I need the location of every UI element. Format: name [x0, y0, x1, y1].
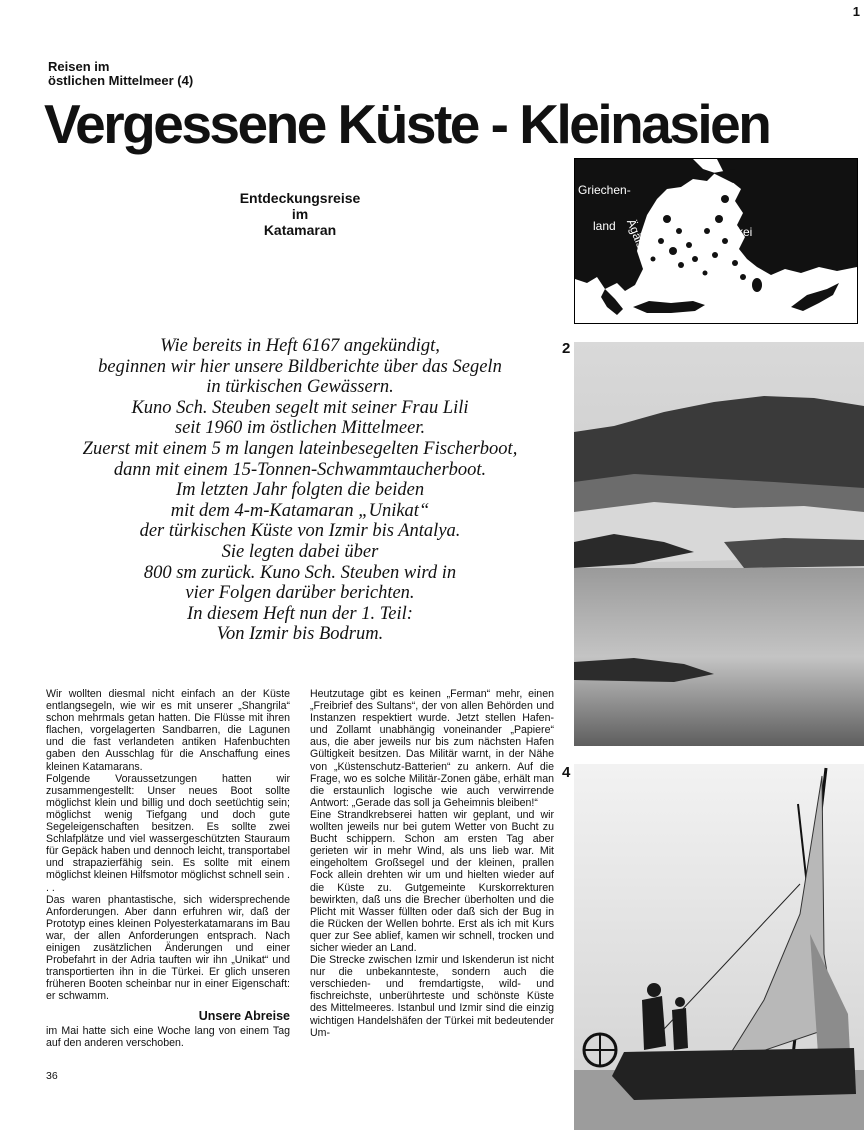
body-paragraph: Wir wollten diesmal nicht einfach an der Küste entlangsegeln, wie wir es mit unserer „Shangrila“ schon mehrmals getan hatten. Die Flüsse mit ihren flachen, vorgelagerten Sandbarren, die Lagunen und die fast verlandeten antiken Hafenbuchten gaben den Ausschlag für die Anschaffung eines kleinen Katamarans.	[46, 688, 290, 773]
intro-line: 800 sm zurück. Kuno Sch. Steuben wird in	[143, 562, 457, 583]
text-column-1	[46, 688, 290, 1049]
intro-line: beginnen wir hier unsere Bildberichte über das Segeln	[98, 356, 502, 377]
page-number-bottom: 36	[46, 1070, 58, 1082]
page-number-top: 1	[852, 4, 860, 19]
intro-line: Zuerst mit einem 5 m langen lateinbesegelten Fischerboot,	[82, 438, 518, 459]
subtitle-line-2: im	[291, 206, 309, 222]
article-subtitle	[180, 190, 420, 238]
article-headline: Vergessene Küste - Kleinasien	[44, 93, 770, 155]
subtitle-line-1: Entdeckungsreise	[239, 190, 361, 206]
intro-line: seit 1960 im östlichen Mittelmeer.	[174, 418, 426, 439]
intro-line: Kuno Sch. Steuben segelt mit seiner Frau Lili	[131, 397, 469, 418]
map-label-tuerkei: Türkei	[719, 225, 753, 239]
intro-line: der türkischen Küste von Izmir bis Antalya.	[139, 521, 461, 542]
series-kicker	[48, 60, 193, 88]
body-paragraph: Heutzutage gibt es keinen „Ferman“ mehr, einen „Freibrief des Sultans“, der von allen Behörden und Instanzen respektiert wurde. Jetzt stellen Hafen- und Zollamt unabhängig voneinander „Papiere“ aus, die aber jeweils nur bis zum nächsten Hafen Gültigkeit besitzen. Das Militär warnt, in der Nähe von „Küstenschutz-Batterien“ zu ankern. Auf die Frage, wo es solche Militär-Zonen gäbe, erhält man die erstaunlich logische wie auch verwirrende Antwort: „Gerade das soll ja Geheimnis bleiben!“	[310, 688, 554, 809]
intro-line: Sie legten dabei über	[221, 541, 379, 562]
text-column-2	[310, 688, 554, 1039]
kicker-line-1: Reisen im	[48, 59, 110, 74]
map-label-griechen: Griechen-	[578, 183, 631, 197]
body-paragraph: Folgende Voraussetzungen hatten wir zusammengestellt: Unser neues Boot sollte möglichst klein und billig und doch seetüchtig sein; möglichst wenig Tiefgang und doch gute Segeleigenschaften besitzen. Es sollte zwei Schlafplätze und viel wassergeschützten Stauraum für Gepäck haben und dennoch leicht, transportabel und strapazierfähig sein. Es sollte mit einem möglichst kleinen Hilfsmotor möglichst schnell sein . . .	[46, 772, 290, 894]
map-label-aegaeis: Ägäis	[624, 217, 649, 251]
section-heading: Unsere Abreise	[198, 1009, 290, 1024]
kicker-line-2: östlichen Mittelmeer (4)	[48, 73, 194, 88]
body-paragraph: Eine Strandkrebserei hatten wir geplant, und wir wollten jeweils nur bei gutem Wetter von Bucht zu Bucht schippern. Schon am ersten Tag aber gerieten wir in mehr Wind, als uns lieb war. Mit eingeholtem Großsegel und der kleinen, prallen Fock allein drehten wir um und hielten wieder auf die Küste zu. Gutgemeinte Kurskorrekturen bewirkten, daß uns die Brecher überholten und die Plicht mit Wasser füllten oder daß sich der Bug in die Rücken der Wellen bohrte. Erst als ich mit Kurs quer zur See ablief, kamen wir schnell, trocken und sicher wieder an Land.	[310, 808, 554, 954]
intro-line: Im letzten Jahr folgten die beiden	[175, 480, 425, 501]
intro-line: mit dem 4-m-Katamaran „Unikat“	[170, 500, 430, 521]
body-paragraph: Die Strecke zwischen Izmir und Iskenderun ist nicht nur die unbekannteste, sondern auch die verschieden- und fremdartigste, wild- und fischreichste, unberührteste und schönste Küste des Mittelmeeres. Istanbul und Izmir sind die einzig wichtigen Handelshäfen der Türkei mit bedeutender Um-	[310, 954, 554, 1039]
aegean-map	[574, 158, 858, 324]
subtitle-line-3: Katamaran	[263, 222, 337, 238]
intro-line: Wie bereits in Heft 6167 angekündigt,	[160, 336, 440, 356]
intro-line: dann mit einem 15-Tonnen-Schwammtaucherboot.	[113, 459, 487, 480]
intro-line: Von Izmir bis Bodrum.	[216, 624, 384, 645]
map-label-land: land	[593, 219, 616, 233]
intro-line: in türkischen Gewässern.	[206, 377, 394, 398]
intro-paragraph	[40, 336, 560, 645]
body-paragraph: Das waren phantastische, sich widersprechende Anforderungen. Aber dann erfuhren wir, daß der Prototyp eines kleinen Polyesterkatamarans im Bau war, der allen Anforderungen entsprach. Nach einigen zusätzlichen Änderungen und einer Probefahrt in der Adria tauften wir ihn „Unikat“ und transportierten ihn in die Türkei. Er glich unseren früheren Booten scheinbar nur in einer Eigenschaft: er schwamm.	[46, 893, 290, 1003]
coastline-photo	[574, 342, 864, 746]
photo-2-number: 2	[562, 340, 571, 357]
intro-line: vier Folgen darüber berichten.	[185, 583, 415, 604]
photo-4-number: 4	[562, 764, 571, 781]
body-paragraph: im Mai hatte sich eine Woche lang von einem Tag auf den anderen verschoben.	[46, 1024, 290, 1049]
intro-line: In diesem Heft nun der 1. Teil:	[187, 603, 413, 624]
sailboat-photo	[574, 764, 864, 1130]
